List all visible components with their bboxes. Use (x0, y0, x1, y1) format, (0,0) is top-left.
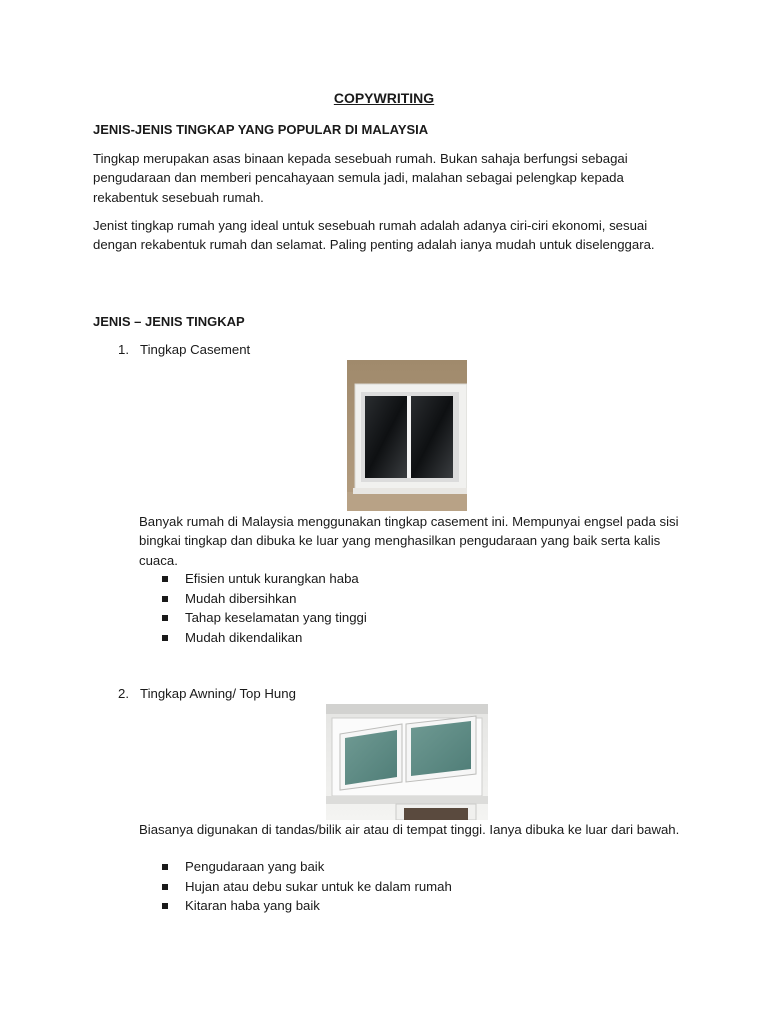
casement-window-photo (347, 360, 467, 511)
list-item: Pengudaraan yang baik (160, 857, 452, 877)
square-bullet-icon (162, 635, 168, 641)
item-title: Tingkap Awning/ Top Hung (140, 686, 296, 701)
awning-window-photo (326, 704, 488, 820)
item-description: Banyak rumah di Malaysia menggunakan tingkap casement ini. Mempunyai engsel pada sisi bingkai tingkap dan dibuka ke luar yang menghasilkan pengudaraan yang baik serta kalis cuaca. (139, 514, 679, 568)
square-bullet-icon (162, 615, 168, 621)
list-item: Mudah dikendalikan (160, 628, 367, 648)
intro-paragraph-1: Tingkap merupakan asas binaan kepada sesebuah rumah. Bukan sahaja berfungsi sebagai pengudaraan dan memberi pencahayaan semula jadi, malahan sebagai pelengkap kepada rekabentuk sesebuah rumah. (93, 151, 628, 205)
square-bullet-icon (162, 884, 168, 890)
item-title: Tingkap Casement (140, 342, 251, 357)
square-bullet-icon (162, 576, 168, 582)
list-item: Kitaran haba yang baik (160, 896, 452, 916)
list-item-casement (118, 342, 250, 357)
square-bullet-icon (162, 864, 168, 870)
list-item: Mudah dibersihkan (160, 589, 367, 609)
main-heading: JENIS-JENIS TINGKAP YANG POPULAR DI MALAYSIA (93, 122, 429, 137)
page-title: COPYWRITING (333, 90, 435, 106)
section-heading: JENIS – JENIS TINGKAP (93, 314, 245, 329)
item-number: 1. (118, 342, 129, 357)
square-bullet-icon (162, 596, 168, 602)
item-description: Biasanya digunakan di tandas/bilik air atau di tempat tinggi. Ianya dibuka ke luar dari bawah. (139, 822, 680, 837)
list-item: Tahap keselamatan yang tinggi (160, 608, 367, 628)
item-number: 2. (118, 686, 129, 701)
intro-paragraph-2: Jenist tingkap rumah yang ideal untuk sesebuah rumah adalah adanya ciri-ciri ekonomi, sesuai dengan rekabentuk rumah dan selamat. Paling penting adalah ianya mudah untuk diselenggara. (93, 218, 655, 253)
list-item-awning (118, 686, 296, 701)
square-bullet-icon (162, 903, 168, 909)
feature-list-awning (160, 857, 452, 916)
list-item: Efisien untuk kurangkan haba (160, 569, 367, 589)
feature-list-casement (160, 569, 367, 647)
list-item: Hujan atau debu sukar untuk ke dalam rumah (160, 877, 452, 897)
